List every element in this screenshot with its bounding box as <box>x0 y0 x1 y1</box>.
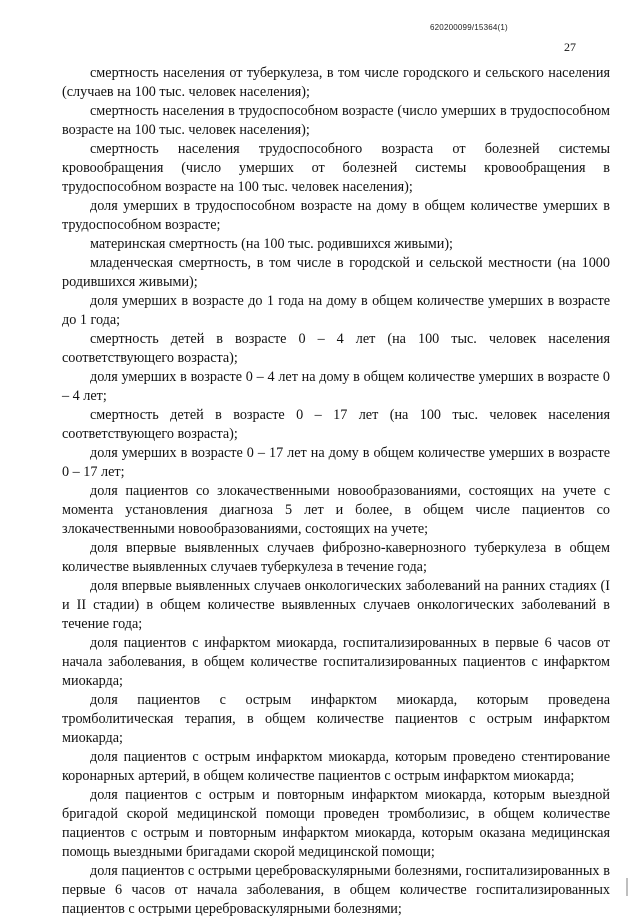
page-number: 27 <box>564 40 576 54</box>
list-item: доля умерших в возрасте до 1 года на дому в общем количестве умерших в возрасте до 1 года; <box>62 293 610 328</box>
list-item: доля умерших в возрасте 0 – 4 лет на дому в общем количестве умерших в возрасте 0 – 4 лет; <box>62 369 610 404</box>
list-item: доля пациентов с инфарктом миокарда, госпитализированных в первые 6 часов от начала заболевания, в общем количестве госпитализированных пациентов с инфарктом миокарда; <box>62 635 610 689</box>
list-item: младенческая смертность, в том числе в городской и сельской местности (на 1000 родившихся живыми); <box>62 255 610 290</box>
page-edge-mark <box>626 878 628 896</box>
list-item: смертность населения от туберкулеза, в том числе городского и сельского населения (случаев на 100 тыс. человек населения); <box>62 65 610 100</box>
list-item: доля пациентов с острым инфарктом миокарда, которым проведена тромболитическая терапия, в общем количестве пациентов с острым инфарктом миокарда; <box>62 692 610 746</box>
list-item: доля умерших в возрасте 0 – 17 лет на дому в общем количестве умерших в возрасте 0 – 17 лет; <box>62 445 610 480</box>
list-item: доля умерших в трудоспособном возрасте на дому в общем количестве умерших в трудоспособном возрасте; <box>62 198 610 233</box>
list-item: доля пациентов со злокачественными новообразованиями, состоящих на учете с момента установления диагноза 5 лет и более, в общем числе пациентов со злокачественными новообразованиями, состоящих на учете; <box>62 483 610 537</box>
list-item: доля впервые выявленных случаев фиброзно-кавернозного туберкулеза в общем количестве выявленных случаев туберкулеза в течение года; <box>62 540 610 575</box>
list-item: смертность населения в трудоспособном возрасте (число умерших в трудоспособном возрасте на 100 тыс. человек населения); <box>62 103 610 138</box>
list-item: материнская смертность (на 100 тыс. родившихся живыми); <box>90 236 453 252</box>
list-item: доля впервые выявленных случаев онкологических заболеваний на ранних стадиях (I и II стадии) в общем количестве выявленных случаев онкологических заболеваний в течение года; <box>62 578 610 632</box>
list-item: смертность детей в возрасте 0 – 17 лет (на 100 тыс. человек населения соответствующего возраста); <box>62 407 610 442</box>
indicator-list <box>62 64 610 919</box>
list-item: доля пациентов с острым и повторным инфарктом миокарда, которым выездной бригадой скорой медицинской помощи проведен тромболизис, в общем количестве пациентов с острым и повторным инфарктом миокарда, которым оказана медицинская помощь выездными бригадами скорой медицинской помощи; <box>62 787 610 860</box>
list-item: смертность населения трудоспособного возраста от болезней системы кровообращения (число умерших от болезней системы кровообращения в трудоспособном возрасте на 100 тыс. человек населения); <box>62 141 610 195</box>
list-item: доля пациентов с острыми цереброваскулярными болезнями, госпитализированных в первые 6 часов от начала заболевания, в общем количестве госпитализированных пациентов с острыми цереброваскулярными болезнями; <box>62 863 610 917</box>
list-item: доля пациентов с острым инфарктом миокарда, которым проведено стентирование коронарных артерий, в общем количестве пациентов с острым инфарктом миокарда; <box>62 749 610 784</box>
list-item: смертность детей в возрасте 0 – 4 лет (на 100 тыс. человек населения соответствующего возраста); <box>62 331 610 366</box>
document-code: 620200099/15364(1) <box>430 23 508 32</box>
